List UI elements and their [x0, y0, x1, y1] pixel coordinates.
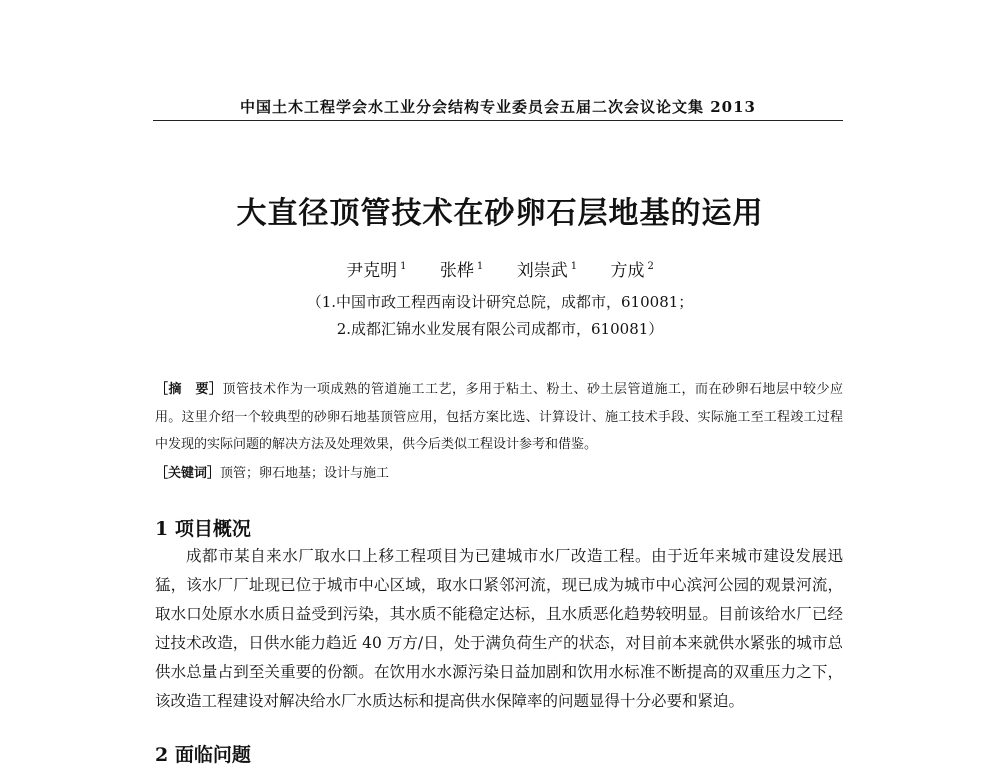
author-affil-mark: 1 [476, 261, 484, 273]
author-list [0, 256, 1000, 281]
author [346, 261, 406, 281]
author-name: 方成 [610, 261, 645, 281]
keywords [155, 460, 843, 487]
author-name: 尹克明 [346, 261, 398, 281]
affiliation-1: （1.中国市政工程西南设计研究总院，成都市，610081； [306, 293, 694, 311]
header-rule [153, 120, 843, 121]
author-name: 刘崇武 [516, 261, 568, 281]
author-affil-mark: 1 [570, 261, 578, 273]
abstract [155, 376, 843, 459]
abstract-text: 顶管技术作为一项成熟的管道施工工艺，多用于粘土、粉土、砂土层管道施工，而在砂卵石地层中较少应用。这里介绍一个较典型的砂卵石地基顶管应用，包括方案比选、计算设计、施工技术手段、实际施工至工程竣工过程中发现的实际问题的解决方法及处理效果，供今后类似工程设计参考和借鉴。 [155, 382, 843, 452]
paper-title: 大直径顶管技术在砂卵石层地基的运用 [236, 196, 764, 231]
author-affil-mark: 1 [400, 261, 407, 273]
author [610, 261, 653, 281]
section-heading: 2 面临问题 [155, 744, 251, 766]
author-name: 张桦 [439, 261, 474, 281]
affiliation-2: 2.成都汇锦水业发展有限公司成都市，610081） [336, 320, 664, 338]
author [517, 261, 577, 281]
keywords-text: 顶管；卵石地基；设计与施工 [220, 466, 390, 481]
section-paragraph: 成都市某自来水厂取水口上移工程项目为已建城市水厂改造工程。由于近年来城市建设发展迅猛，该水厂厂址现已位于城市中心区域，取水口紧邻河流，现已成为城市中心滨河公园的观景河流，取水口处原水水质日益受到污染，其水质不能稳定达标，且水质恶化趋势较明显。目前该给水厂已经过技术改造，日供水能力趋近 40 万方/日，处于满负荷生产的状态，对目前本来就供水紧张的城市总供水总量占到至关重要的份额。在饮用水水源污染日益加剧和饮用水标准不断提高的双重压力之下，该改造工程建设对解决给水厂水质达标和提高供水保障率的问题显得十分必要和紧迫。 [155, 547, 843, 710]
keywords-label: ［关键词］ [155, 466, 221, 481]
section-heading: 1 项目概况 [155, 518, 251, 540]
author [440, 261, 483, 281]
running-header: 中国土木工程学会水工业分会结构专业委员会五届二次会议论文集 2013 [240, 98, 756, 116]
author-affil-mark: 2 [647, 261, 654, 273]
abstract-label: ［摘 要］ [155, 382, 223, 397]
